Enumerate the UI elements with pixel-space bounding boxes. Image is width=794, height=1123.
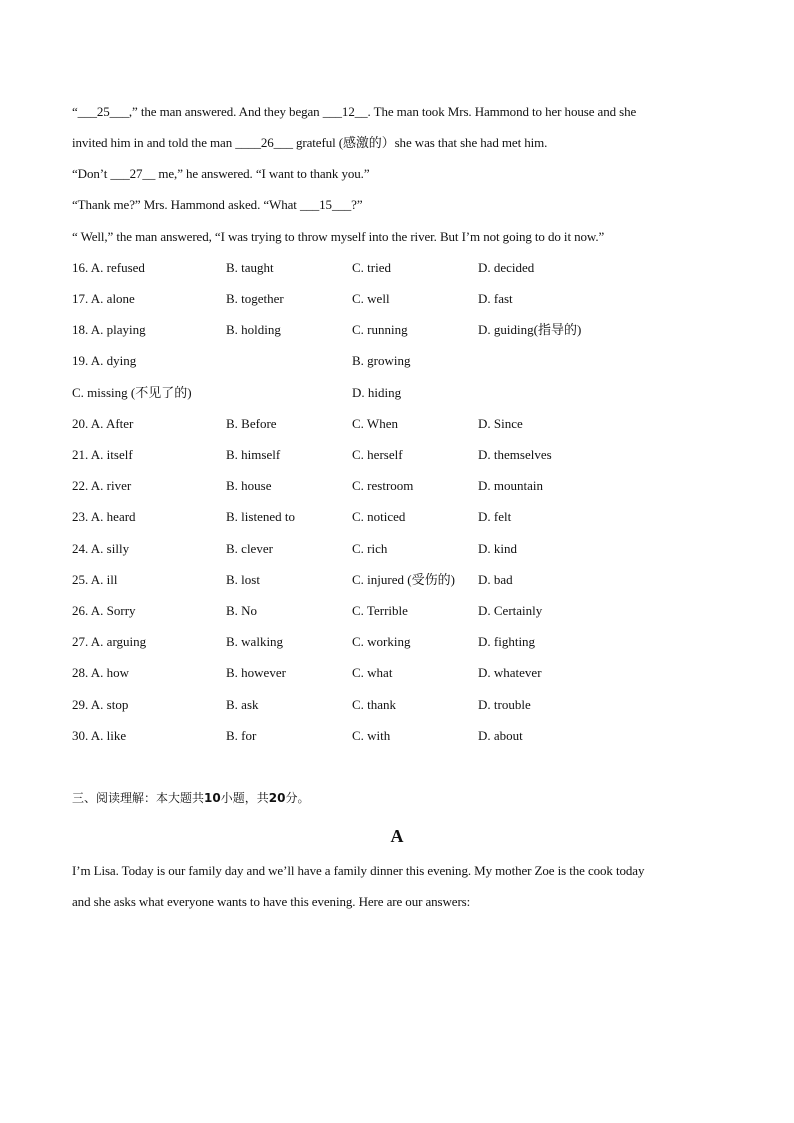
cloze-line-4: “Thank me?” Mrs. Hammond asked. “What ___15___?” [72, 197, 363, 212]
option-b: B. however [226, 665, 286, 680]
cloze-line-2: invited him in and told the man ____26___ grateful (感激的）she was that she had met him. [72, 135, 548, 150]
option-b: B. Before [226, 416, 277, 431]
option-a: 30. A. like [72, 728, 127, 743]
option-c: C. missing (不见了的) [72, 385, 192, 400]
option-d: D. kind [478, 541, 517, 556]
option-d: D. whatever [478, 665, 542, 680]
option-a: 21. A. itself [72, 447, 133, 462]
option-c: C. When [352, 416, 398, 431]
section-title-prefix: 三、阅读理解：本大题共 [72, 791, 205, 805]
question-row [72, 353, 722, 369]
passage-line-2: and she asks what everyone wants to have this evening. Here are our answers: [72, 894, 471, 909]
option-d: D. guiding(指导的) [478, 322, 582, 337]
option-a: 29. A. stop [72, 697, 129, 712]
option-d: D. felt [478, 509, 512, 524]
option-a: 16. A. refused [72, 260, 145, 275]
option-b: B. lost [226, 572, 260, 587]
section-title-middle: 小题，共 [220, 791, 269, 805]
option-c: C. what [352, 665, 393, 680]
option-a: 24. A. silly [72, 541, 130, 556]
option-d: D. fighting [478, 634, 536, 649]
option-b: B. for [226, 728, 257, 743]
option-c: C. noticed [352, 509, 406, 524]
option-d: D. fast [478, 291, 513, 306]
option-d: D. Certainly [478, 603, 543, 618]
question-row [72, 603, 722, 619]
option-d: D. trouble [478, 697, 531, 712]
option-a: 19. A. dying [72, 353, 137, 368]
option-d: D. themselves [478, 447, 552, 462]
option-c: C. well [352, 291, 390, 306]
option-b: B. together [226, 291, 284, 306]
option-b: B. clever [226, 541, 273, 556]
option-b: B. house [226, 478, 272, 493]
cloze-line-3: “Don’t ___27__ me,” he answered. “I want to thank you.” [72, 166, 370, 181]
option-c: C. restroom [352, 478, 414, 493]
question-row [72, 572, 722, 588]
option-d: D. about [478, 728, 523, 743]
passage-heading: A [390, 826, 404, 846]
option-b: B. walking [226, 634, 284, 649]
question-row [72, 416, 722, 432]
option-c: C. running [352, 322, 408, 337]
question-row [72, 447, 722, 463]
option-d: D. decided [478, 260, 535, 275]
cloze-line-1: “___25___,” the man answered. And they began ___12__. The man took Mrs. Hammond to her house and she [72, 104, 637, 119]
option-c: C. rich [352, 541, 388, 556]
section-title [72, 790, 309, 806]
option-c: C. with [352, 728, 391, 743]
question-row [72, 697, 722, 713]
option-c: C. Terrible [352, 603, 408, 618]
question-row [72, 509, 722, 525]
option-a: 27. A. arguing [72, 634, 147, 649]
option-a: 25. A. ill [72, 572, 118, 587]
option-b: B. holding [226, 322, 281, 337]
option-a: 23. A. heard [72, 509, 136, 524]
option-c: C. injured (受伤的) [352, 572, 455, 587]
option-c: C. working [352, 634, 411, 649]
option-b: B. growing [352, 353, 411, 368]
question-row [72, 665, 722, 681]
option-b: B. himself [226, 447, 281, 462]
option-a: 26. A. Sorry [72, 603, 136, 618]
option-a: 20. A. After [72, 416, 134, 431]
option-d: D. mountain [478, 478, 543, 493]
question-row [72, 634, 722, 650]
section-title-suffix: 分。 [285, 791, 310, 805]
question-row [72, 322, 722, 338]
section-question-count: 10 [204, 791, 221, 805]
passage-line-1: I’m Lisa. Today is our family day and we’ll have a family dinner this evening. My mother Zoe is the cook today [72, 863, 645, 878]
option-a: 17. A. alone [72, 291, 135, 306]
option-b: B. ask [226, 697, 259, 712]
option-b: B. listened to [226, 509, 295, 524]
cloze-line-5: “ Well,” the man answered, “I was trying to throw myself into the river. But I’m not going to do it now.” [72, 229, 605, 244]
option-b: B. No [226, 603, 258, 618]
question-row [72, 541, 722, 557]
option-a: 22. A. river [72, 478, 132, 493]
option-c: C. tried [352, 260, 391, 275]
option-d: D. bad [478, 572, 513, 587]
option-a: 18. A. playing [72, 322, 146, 337]
option-b: B. taught [226, 260, 274, 275]
option-d: D. hiding [352, 385, 402, 400]
question-row-continued [72, 385, 722, 401]
question-row [72, 478, 722, 494]
question-row [72, 728, 722, 744]
option-c: C. herself [352, 447, 403, 462]
option-a: 28. A. how [72, 665, 130, 680]
question-row [72, 291, 722, 307]
section-score: 20 [268, 791, 286, 805]
question-row [72, 260, 722, 276]
option-c: C. thank [352, 697, 397, 712]
option-d: D. Since [478, 416, 523, 431]
